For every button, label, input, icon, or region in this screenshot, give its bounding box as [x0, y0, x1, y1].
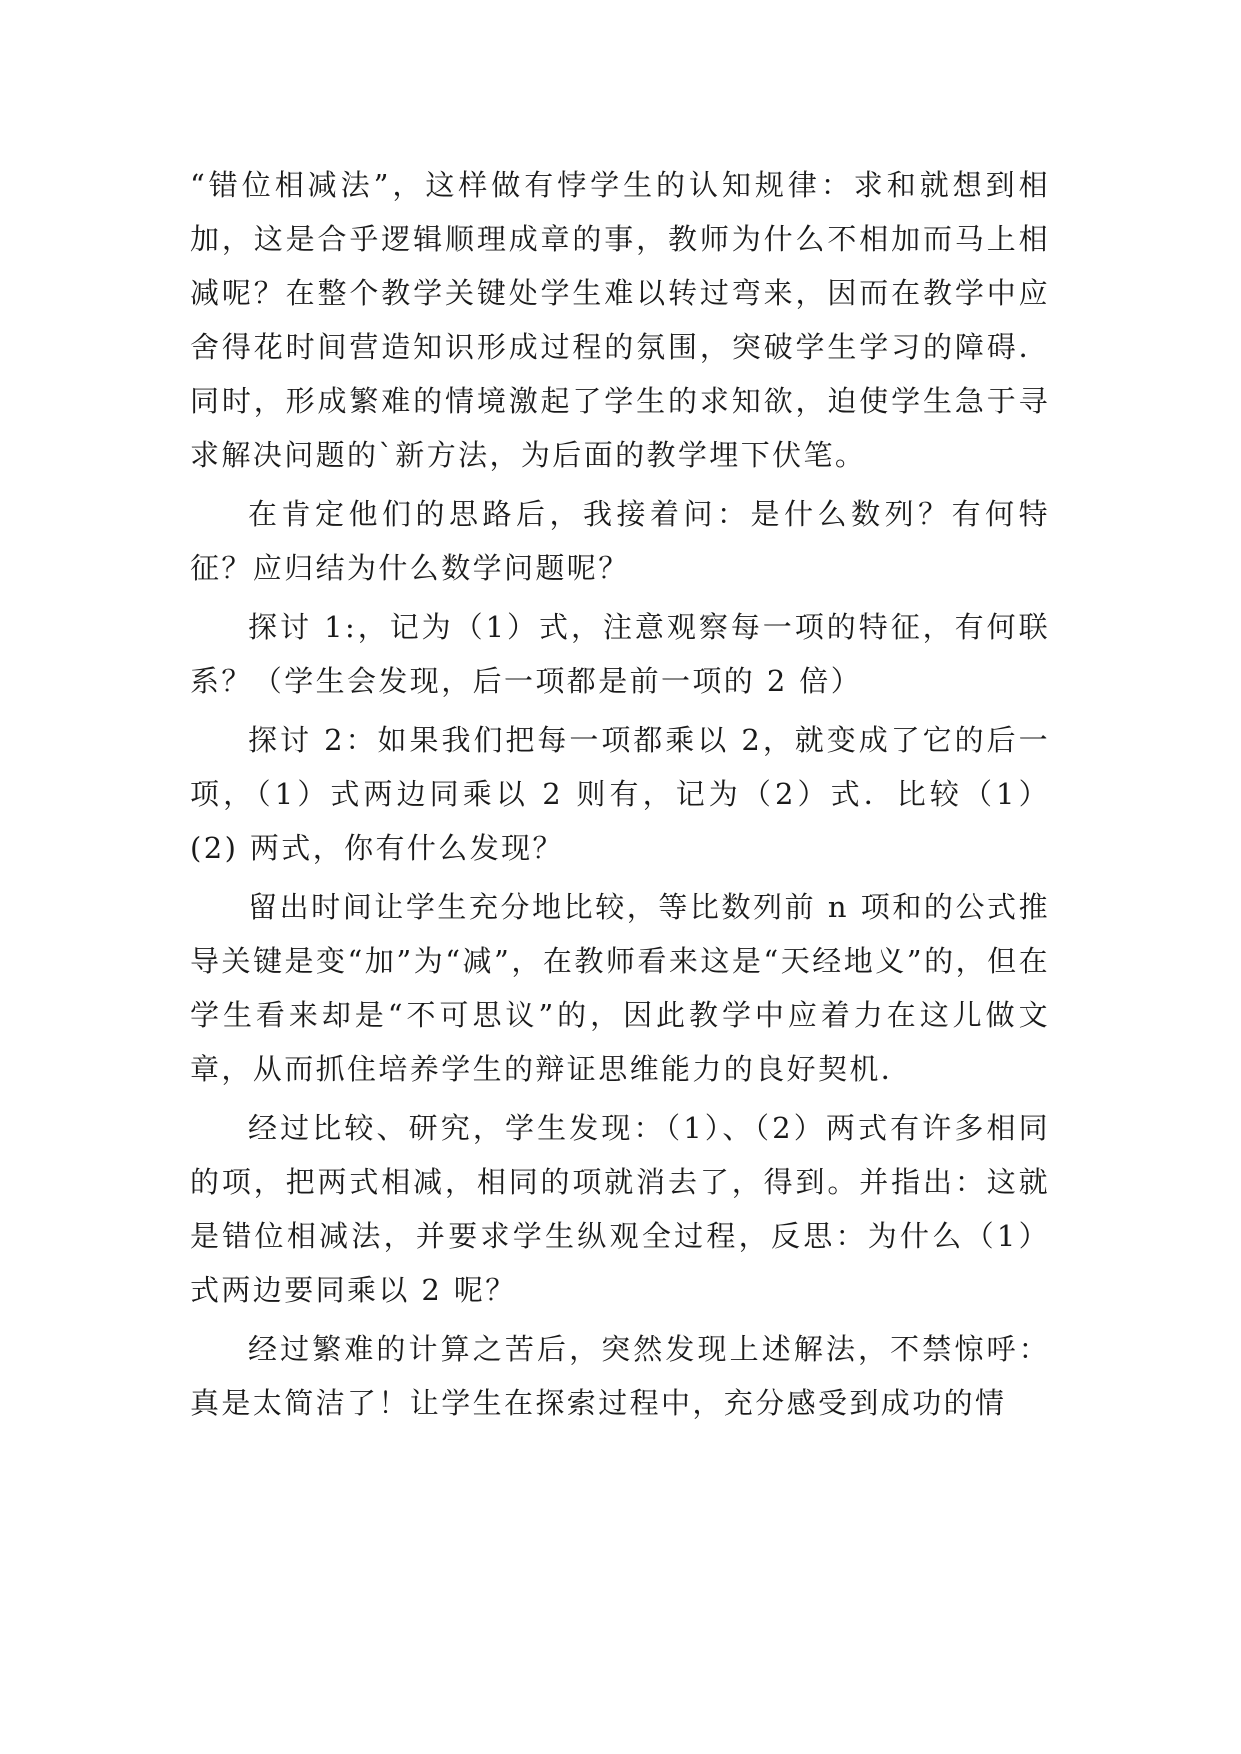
- paragraph-6: 经过比较、研究，学生发现：（1）、（2）两式有许多相同的项，把两式相减，相同的项就消去了，得到。并指出：这就是错位相减法，并要求学生纵观全过程，反思：为什么（1）式两边要同乘以 2 呢？: [190, 1111, 1050, 1307]
- paragraph-7: 经过繁难的计算之苦后，突然发现上述解法，不禁惊呼：真是太简洁了！让学生在探索过程中，充分感受到成功的情: [190, 1332, 1050, 1420]
- paragraph-4: 探讨 2：如果我们把每一项都乘以 2，就变成了它的后一项，（1）式两边同乘以 2 则有，记为（2）式．比较（1）(2) 两式，你有什么发现？: [190, 723, 1050, 865]
- paragraph-3: 探讨 1:，记为（1）式，注意观察每一项的特征，有何联系？（学生会发现，后一项都是前一项的 2 倍）: [190, 610, 1050, 698]
- paragraph-2: 在肯定他们的思路后，我接着问：是什么数列？有何特征？应归结为什么数学问题呢？: [190, 497, 1050, 585]
- paragraph-1: “错位相减法”，这样做有悖学生的认知规律：求和就想到相加，这是合乎逻辑顺理成章的事，教师为什么不相加而马上相减呢？在整个教学关键处学生难以转过弯来，因而在教学中应舍得花时间营造知识形成过程的氛围，突破学生学习的障碍．同时，形成繁难的情境激起了学生的求知欲，迫使学生急于寻求解决问题的`新方法，为后面的教学埋下伏笔。: [190, 168, 1050, 472]
- document-body: [190, 158, 1050, 1435]
- paragraph-5: 留出时间让学生充分地比较，等比数列前 n 项和的公式推导关键是变“加”为“减”，在教师看来这是“天经地义”的，但在学生看来却是“不可思议”的，因此教学中应着力在这儿做文章，从而抓住培养学生的辩证思维能力的良好契机．: [190, 890, 1050, 1086]
